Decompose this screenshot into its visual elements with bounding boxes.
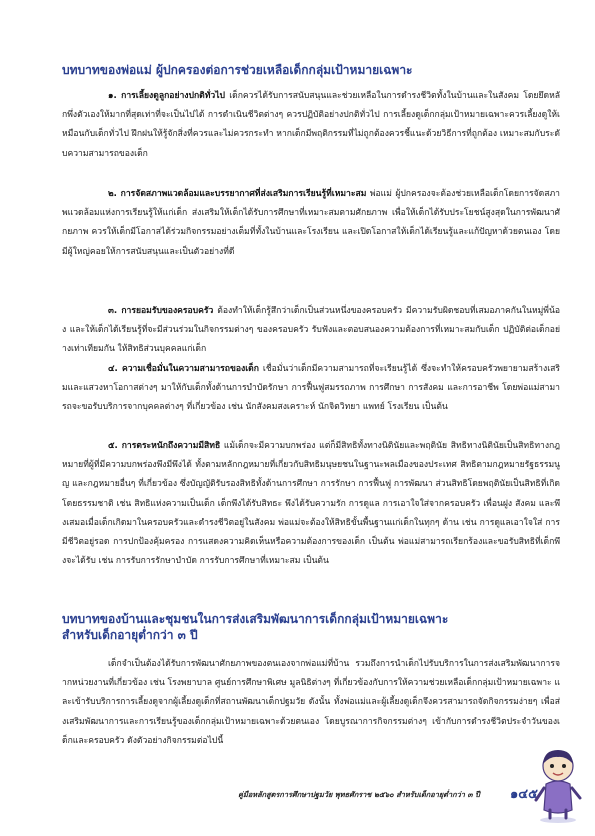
footer-book-title: คู่มือหลักสูตรการศึกษาปฐมวัย พุทธศักราช ๒๕๖๐ สำหรับเด็กอายุต่ำกว่า ๓ ปี <box>238 790 480 799</box>
paragraph-item-3 <box>62 302 560 360</box>
heading-line-1: บทบาทของบ้านและชุมชนในการส่งเสริมพัฒนาการเด็กกลุ่มเป้าหมายเฉพาะ <box>62 612 449 626</box>
paragraph-item-1 <box>62 87 560 164</box>
heading-line-2: สำหรับเด็กอายุต่ำกว่า ๓ ปี <box>62 628 198 642</box>
section-heading-home-community-role <box>62 611 562 643</box>
item-4-body: เชื่อมั่นว่าเด็กมีความสามารถที่จะเรียนรู้ได้ ซึ่งจะทำให้ครอบครัวพยายามสร้างเสริมและแสวงหาโอกาสต่างๆ มาให้กับเด็กทั้งด้านการบำบัดรักษา การฟื้นฟูสมรรถภาพ การศึกษา การสังคม และการอาชีพ โดยพ่อแม่สามารถจะขอรับบริการจากบุคคลต่างๆ ที่เกี่ยวข้อง เช่น นักสังคมสงเคราะห์ นักจิตวิทยา แพทย์ โรงเรียน เป็นต้น <box>62 364 561 413</box>
paragraph-home-community: เด็กจำเป็นต้องได้รับการพัฒนาศักยภาพของตนเองจากพ่อแม่ที่บ้าน รวมถึงการนำเด็กไปรับบริการในการส่งเสริมพัฒนาการจากหน่วยงานที่เกี่ยวข้อง เช่น โรงพยาบาล ศูนย์การศึกษาพิเศษ มูลนิธิต่างๆ ที่เกี่ยวข้องกับการให้ความช่วยเหลือเด็กกลุ่มเป้าหมายเฉพาะ และเข้ารับบริการการเลี้ยงดูจากผู้เลี้ยงดูเด็กที่สถานพัฒนาเด็กปฐมวัย ดังนั้น ทั้งพ่อแม่และผู้เลี้ยงดูเด็กจึงควรสามารถจัดกิจกรรมง่ายๆ เพื่อส่งเสริมพัฒนาการและการเรียนรู้ของเด็กกลุ่มเป้าหมายเฉพาะด้วยตนเอง โดยบูรณาการกิจกรรมต่างๆ เข้ากับการดำรงชีวิตประจำวันของเด็กและครอบครัว ดังตัวอย่างกิจกรรมต่อไปนี้ <box>62 659 560 746</box>
item-3-body: ต้องทำให้เด็กรู้สึกว่าเด็กเป็นส่วนหนึ่งของครอบครัว มีความรับผิดชอบที่เสมอภาคกันในหมู่พี่น้อง และให้เด็กได้เรียนรู้ที่จะมีส่วนร่วมในกิจกรรมต่างๆ ของครอบครัว รับฟังและตอบสนองความต้องการที่เหมาะสมกับเด็ก ปฏิบัติต่อเด็กอย่างเท่าเทียมกัน ให้สิทธิส่วนบุคคลแก่เด็ก <box>62 306 560 355</box>
paragraph-item-4 <box>62 360 560 418</box>
item-2-body: พ่อแม่ ผู้ปกครองจะต้องช่วยเหลือเด็กโดยการจัดสภาพแวดล้อมแห่งการเรียนรู้ให้แก่เด็ก ส่งเสริมให้เด็กได้รับการศึกษาที่เหมาะสมตามศักยภาพ เพื่อให้เด็กได้รับประโยชน์สูงสุดในการพัฒนาศักยภาพ ควรให้เด็กมีโอกาสได้ร่วมกิจกรรมอย่างเต็มที่ทั้งในบ้านและโรงเรียน และเปิดโอกาสให้เด็กได้เรียนรู้และแก้ปัญหาด้วยตนเอง โดยมีผู้ใหญ่คอยให้การสนับสนุนและเป็นตัวอย่างที่ดี <box>62 189 560 257</box>
page-number: ๑๔๕ <box>510 787 538 802</box>
paragraph-item-2 <box>62 185 560 262</box>
item-2-lead: ๒. การจัดสภาพแวดล้อมและบรรยากาศที่ส่งเสริมการเรียนรู้ที่เหมาะสม <box>108 189 367 199</box>
item-1-body: เด็กควรได้รับการสนับสนุนและช่วยเหลือในการดำรงชีวิตทั้งในบ้านและในสังคม โดยยึดหลักพึ่งตัวเองให้มากที่สุดเท่าที่จะเป็นไปได้ การดำเนินชีวิตต่างๆ ควรปฏิบัติอย่างปกติทั่วไป การเลี้ยงดูเด็กกลุ่มเป้าหมายเฉพาะควรเลี้ยงดูให้เหมือนกับเด็กทั่วไป ฝึกฝนให้รู้จักสิ่งที่ควรและไม่ควรกระทำ หากเด็กมีพฤติกรรมที่ไม่ถูกต้องควรชี้แนะด้วยวิธีการที่ถูกต้อง เหมาะสมกับระดับความสามารถของเด็ก <box>62 91 560 159</box>
item-1-lead: ๑. การเลี้ยงดูลูกอย่างปกติทั่วไป <box>108 91 226 101</box>
item-3-lead: ๓. การยอมรับของครอบครัว <box>108 306 214 316</box>
paragraph-item-5 <box>62 437 560 571</box>
child-mascot-icon <box>532 744 584 824</box>
item-5-body: แม้เด็กจะมีความบกพร่อง แต่ก็มีสิทธิทั้งทางนิตินัยและพฤตินัย สิทธิทางนิตินัยเป็นสิทธิทางกฎหมายที่ผู้ที่มีความบกพร่องพึงมีพึงได้ ทั้งตามหลักกฎหมายที่เกี่ยวกับสิทธิมนุษยชนในฐานะพลเมืองของประเทศ สิทธิตามกฎหมายรัฐธรรมนูญ และกฎหมายอื่นๆ ที่เกี่ยวข้อง ซึ่งบัญญัติรับรองสิทธิทั้งด้านการศึกษา การรักษา การฟื้นฟู การพัฒนา ส่วนสิทธิโดยพฤตินัยเป็นสิทธิที่เกิดโดยธรรมชาติ เช่น สิทธิแห่งความเป็นเด็ก เด็กพึงได้รับสิทธะ พึงได้รับความรัก การดูแล การเอาใจใส่จากครอบครัว เพื่อนฝูง สังคม และพึงเสมอเมื่อเด็กเกิดมาในครอบครัวและดำรงชีวิตอยู่ในสังคม พ่อแม่จะต้องให้สิทธิขั้นพื้นฐานแก่เด็กในทุกๆ ด้าน เช่น การดูแลเอาใจใส่ การมีชีวิตอยู่รอด การปกป้องคุ้มครอง การแสดงความคิดเห็นหรือความต้องการของเด็ก เป็นต้น พ่อแม่สามารถเรียกร้องและขอรับสิทธิที่เด็กพึงจะได้รับ เช่น การรับการรักษาบำบัด การรับการศึกษาที่เหมาะสม เป็นต้น <box>62 441 560 567</box>
item-4-lead: ๔. ความเชื่อมั่นในความสามารถของเด็ก <box>108 364 259 374</box>
section-heading-parents-role: บทบาทของพ่อแม่ ผู้ปกครองต่อการช่วยเหลือเด็กกลุ่มเป้าหมายเฉพาะ <box>62 63 413 77</box>
item-5-lead: ๕. การตระหนักถึงความมีสิทธิ <box>108 441 221 451</box>
